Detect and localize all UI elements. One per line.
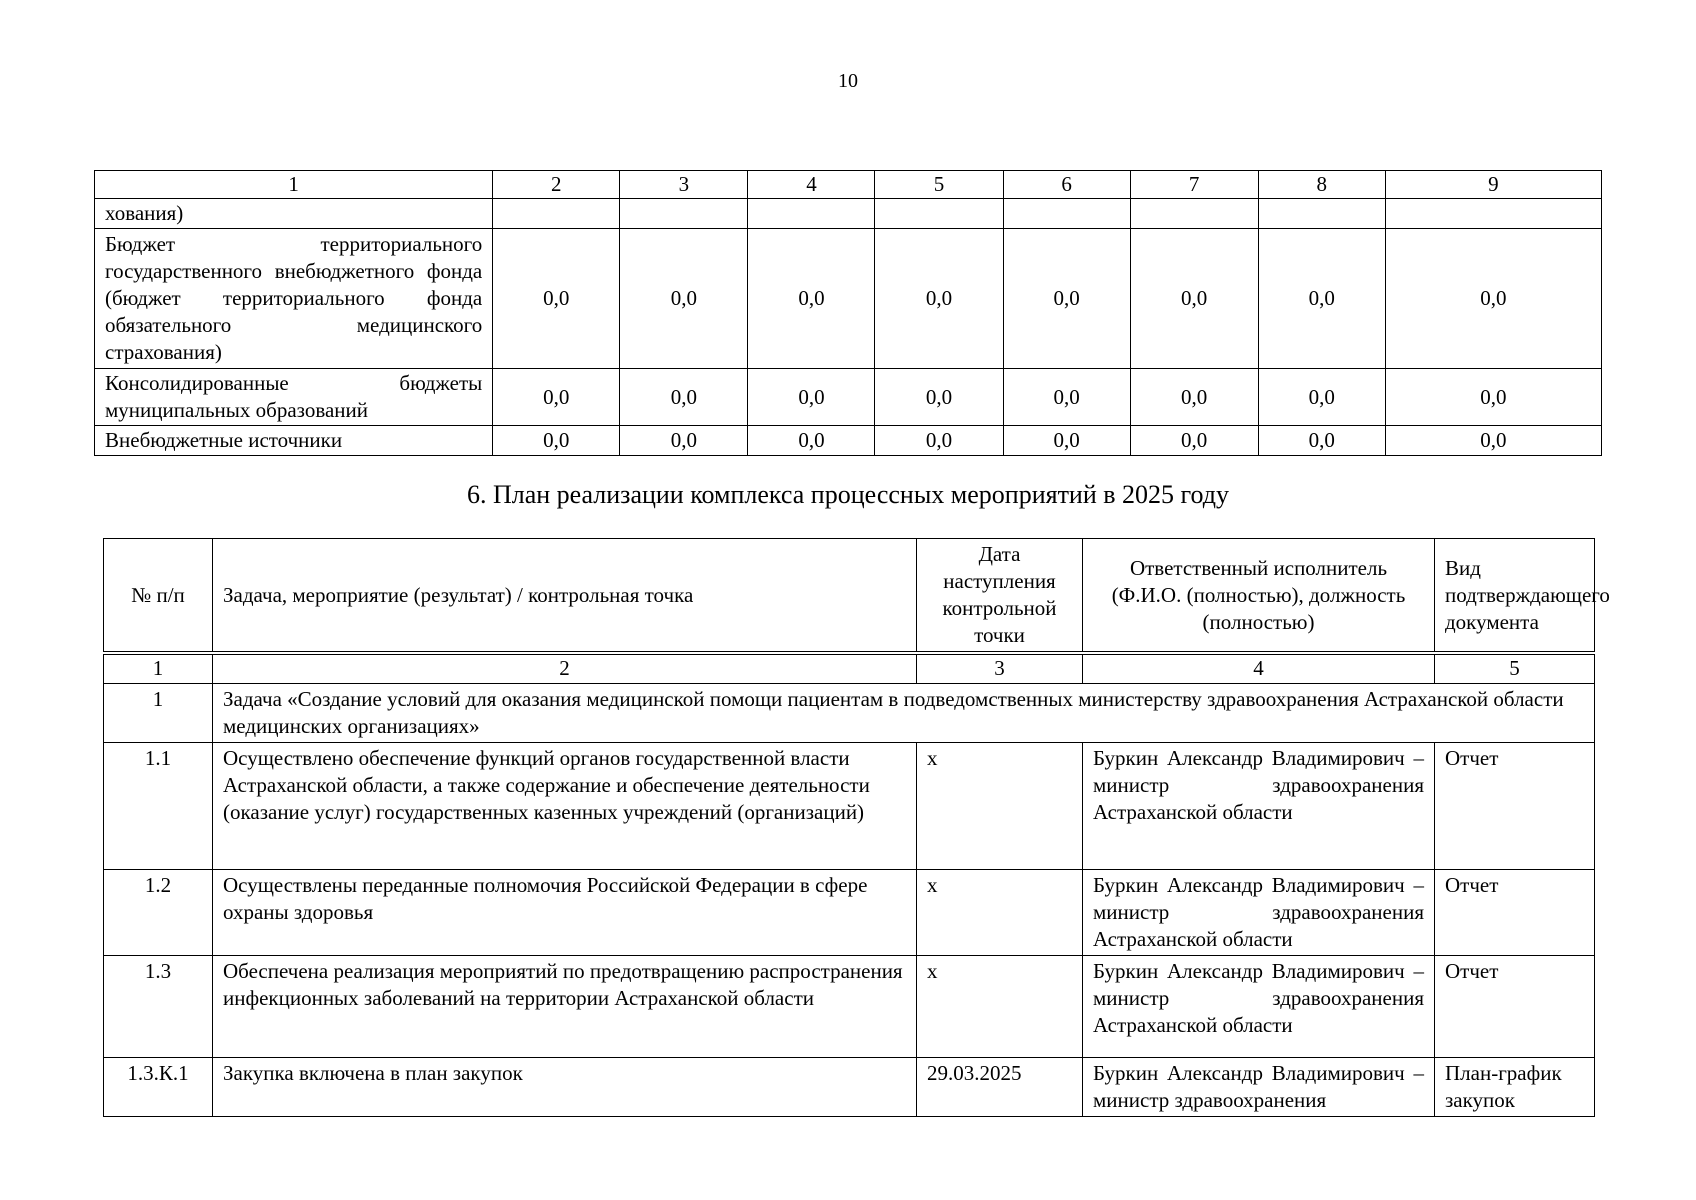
budget-cell: 0,0 — [1385, 229, 1601, 369]
budget-cell: 0,0 — [620, 369, 748, 426]
plan-row — [104, 1057, 1595, 1116]
header-num: № п/п — [104, 539, 213, 654]
plan-row — [104, 742, 1595, 869]
row-date: х — [917, 955, 1083, 1057]
budget-cell — [1130, 199, 1258, 229]
budget-cell — [493, 199, 620, 229]
budget-cell: 0,0 — [1258, 426, 1385, 456]
budget-cell: 0,0 — [620, 426, 748, 456]
header-task: Задача, мероприятие (результат) / контрольная точка — [213, 539, 917, 654]
budget-cell: 0,0 — [493, 229, 620, 369]
budget-cell: 0,0 — [748, 229, 875, 369]
budget-cell: 0,0 — [620, 229, 748, 369]
budget-col-header: 9 — [1385, 171, 1601, 199]
budget-row-label: Консолидированные бюджеты муниципальных образований — [95, 369, 493, 426]
row-num: 1.3.К.1 — [104, 1057, 213, 1116]
plan-row — [104, 869, 1595, 955]
plan-column-numbers — [104, 653, 1595, 683]
budget-col-header: 6 — [1003, 171, 1130, 199]
column-number: 3 — [917, 653, 1083, 683]
budget-row — [95, 426, 1602, 456]
task-num: 1 — [104, 683, 213, 742]
budget-cell: 0,0 — [493, 369, 620, 426]
budget-cell: 0,0 — [1003, 426, 1130, 456]
row-doc: Отчет — [1435, 742, 1595, 869]
column-number: 5 — [1435, 653, 1595, 683]
budget-row-label: хования) — [95, 199, 493, 229]
budget-col-header: 4 — [748, 171, 875, 199]
column-number: 2 — [213, 653, 917, 683]
budget-cell — [748, 199, 875, 229]
row-doc: Отчет — [1435, 955, 1595, 1057]
budget-cell — [1385, 199, 1601, 229]
budget-table — [94, 170, 1602, 456]
budget-cell: 0,0 — [1003, 369, 1130, 426]
budget-col-header: 3 — [620, 171, 748, 199]
plan-table-header — [104, 539, 1595, 654]
budget-cell — [1003, 199, 1130, 229]
task-row — [104, 683, 1595, 742]
header-date: Дата наступления контрольной точки — [917, 539, 1083, 654]
page-number: 10 — [838, 70, 858, 92]
budget-col-header: 8 — [1258, 171, 1385, 199]
budget-row-label: Бюджет территориального государственного внебюджетного фонда (бюджет территориального фонда обязательного медицинского страхования) — [95, 229, 493, 369]
row-task: Осуществлены переданные полномочия Российской Федерации в сфере охраны здоровья — [213, 869, 917, 955]
budget-col-header: 1 — [95, 171, 493, 199]
budget-row — [95, 369, 1602, 426]
column-number: 1 — [104, 653, 213, 683]
section-title: 6. План реализации комплекса процессных мероприятий в 2025 году — [466, 480, 1230, 509]
row-executor: Буркин Александр Владимирович – министр здравоохранения — [1083, 1057, 1435, 1116]
row-date: х — [917, 869, 1083, 955]
budget-cell: 0,0 — [1003, 229, 1130, 369]
budget-cell: 0,0 — [1130, 229, 1258, 369]
budget-cell: 0,0 — [875, 229, 1003, 369]
budget-cell: 0,0 — [493, 426, 620, 456]
budget-table-header — [95, 171, 1602, 199]
header-executor: Ответственный исполнитель (Ф.И.О. (полностью), должность (полностью) — [1083, 539, 1435, 654]
plan-table — [103, 538, 1610, 1117]
budget-cell — [875, 199, 1003, 229]
column-number: 4 — [1083, 653, 1435, 683]
budget-col-header: 7 — [1130, 171, 1258, 199]
row-num: 1.2 — [104, 869, 213, 955]
task-text: Задача «Создание условий для оказания медицинской помощи пациентам в подведомственных министерству здравоохранения Астраханской области медицинских организациях» — [213, 683, 1595, 742]
budget-cell: 0,0 — [1130, 369, 1258, 426]
budget-cell: 0,0 — [875, 426, 1003, 456]
budget-row — [95, 199, 1602, 229]
header-doc: Вид подтверждающего документа — [1435, 539, 1595, 654]
budget-cell — [1258, 199, 1385, 229]
row-num: 1.3 — [104, 955, 213, 1057]
budget-cell: 0,0 — [1385, 369, 1601, 426]
row-date: 29.03.2025 — [917, 1057, 1083, 1116]
row-task: Осуществлено обеспечение функций органов государственной власти Астраханской области, а также содержание и обеспечение деятельности (оказание услуг) государственных казенных учреждений (организаций) — [213, 742, 917, 869]
budget-col-header: 2 — [493, 171, 620, 199]
budget-cell: 0,0 — [1258, 229, 1385, 369]
row-date: х — [917, 742, 1083, 869]
row-doc: Отчет — [1435, 869, 1595, 955]
budget-cell: 0,0 — [748, 426, 875, 456]
budget-cell: 0,0 — [1130, 426, 1258, 456]
row-num: 1.1 — [104, 742, 213, 869]
row-task: Закупка включена в план закупок — [213, 1057, 917, 1116]
row-executor: Буркин Александр Владимирович – министр здравоохранения Астраханской области — [1083, 955, 1435, 1057]
budget-cell: 0,0 — [1258, 369, 1385, 426]
budget-row-label: Внебюджетные источники — [95, 426, 493, 456]
row-task: Обеспечена реализация мероприятий по предотвращению распространения инфекционных заболеваний на территории Астраханской области — [213, 955, 917, 1057]
budget-cell: 0,0 — [1385, 426, 1601, 456]
row-doc: План-график закупок — [1435, 1057, 1595, 1116]
budget-row — [95, 229, 1602, 369]
row-executor: Буркин Александр Владимирович – министр здравоохранения Астраханской области — [1083, 742, 1435, 869]
budget-cell: 0,0 — [748, 369, 875, 426]
plan-row — [104, 955, 1595, 1057]
budget-cell — [620, 199, 748, 229]
row-executor: Буркин Александр Владимирович – министр здравоохранения Астраханской области — [1083, 869, 1435, 955]
budget-col-header: 5 — [875, 171, 1003, 199]
budget-cell: 0,0 — [875, 369, 1003, 426]
